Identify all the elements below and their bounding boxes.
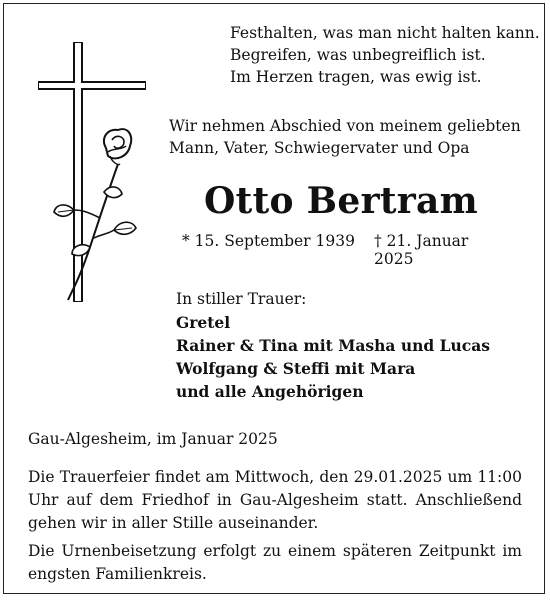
poem-line: Festhalten, was man nicht halten kann. <box>230 24 540 42</box>
obituary-notice <box>3 3 545 594</box>
intro-line: Mann, Vater, Schwiegervater und Opa <box>169 139 470 157</box>
poem <box>230 22 540 88</box>
poem-line: Begreifen, was unbegreiflich ist. <box>230 46 486 64</box>
intro-line: Wir nehmen Abschied von meinem geliebten <box>169 117 521 135</box>
funeral-info: Die Trauerfeier findet am Mittwoch, den 29.01.2025 um 11:00 Uhr auf dem Friedhof in Gau-Algesheim statt. Anschließend gehen wir in aller Stille auseinander. <box>28 468 522 532</box>
mourners <box>176 288 490 403</box>
farewell-intro <box>169 115 521 159</box>
death-date: † 21. Januar 2025 <box>374 232 469 268</box>
mourner-name: Wolfgang & Steffi mit Mara <box>176 359 416 378</box>
urn-burial-info: Die Urnenbeisetzung erfolgt zu einem späteren Zeitpunkt im engsten Familienkreis. <box>28 542 522 583</box>
place-date: Gau-Algesheim, im Januar 2025 <box>28 430 278 448</box>
birth-date: * 15. September 1939 <box>182 232 355 250</box>
mourner-name: Gretel <box>176 313 231 332</box>
mourner-name: und alle Angehörigen <box>176 382 364 401</box>
deceased-name: Otto Bertram <box>204 180 479 222</box>
cross-with-rose-icon <box>38 42 146 302</box>
poem-line: Im Herzen tragen, was ewig ist. <box>230 68 482 86</box>
mourners-heading: In stiller Trauer: <box>176 290 307 308</box>
mourner-name: Rainer & Tina mit Masha und Lucas <box>176 336 491 355</box>
